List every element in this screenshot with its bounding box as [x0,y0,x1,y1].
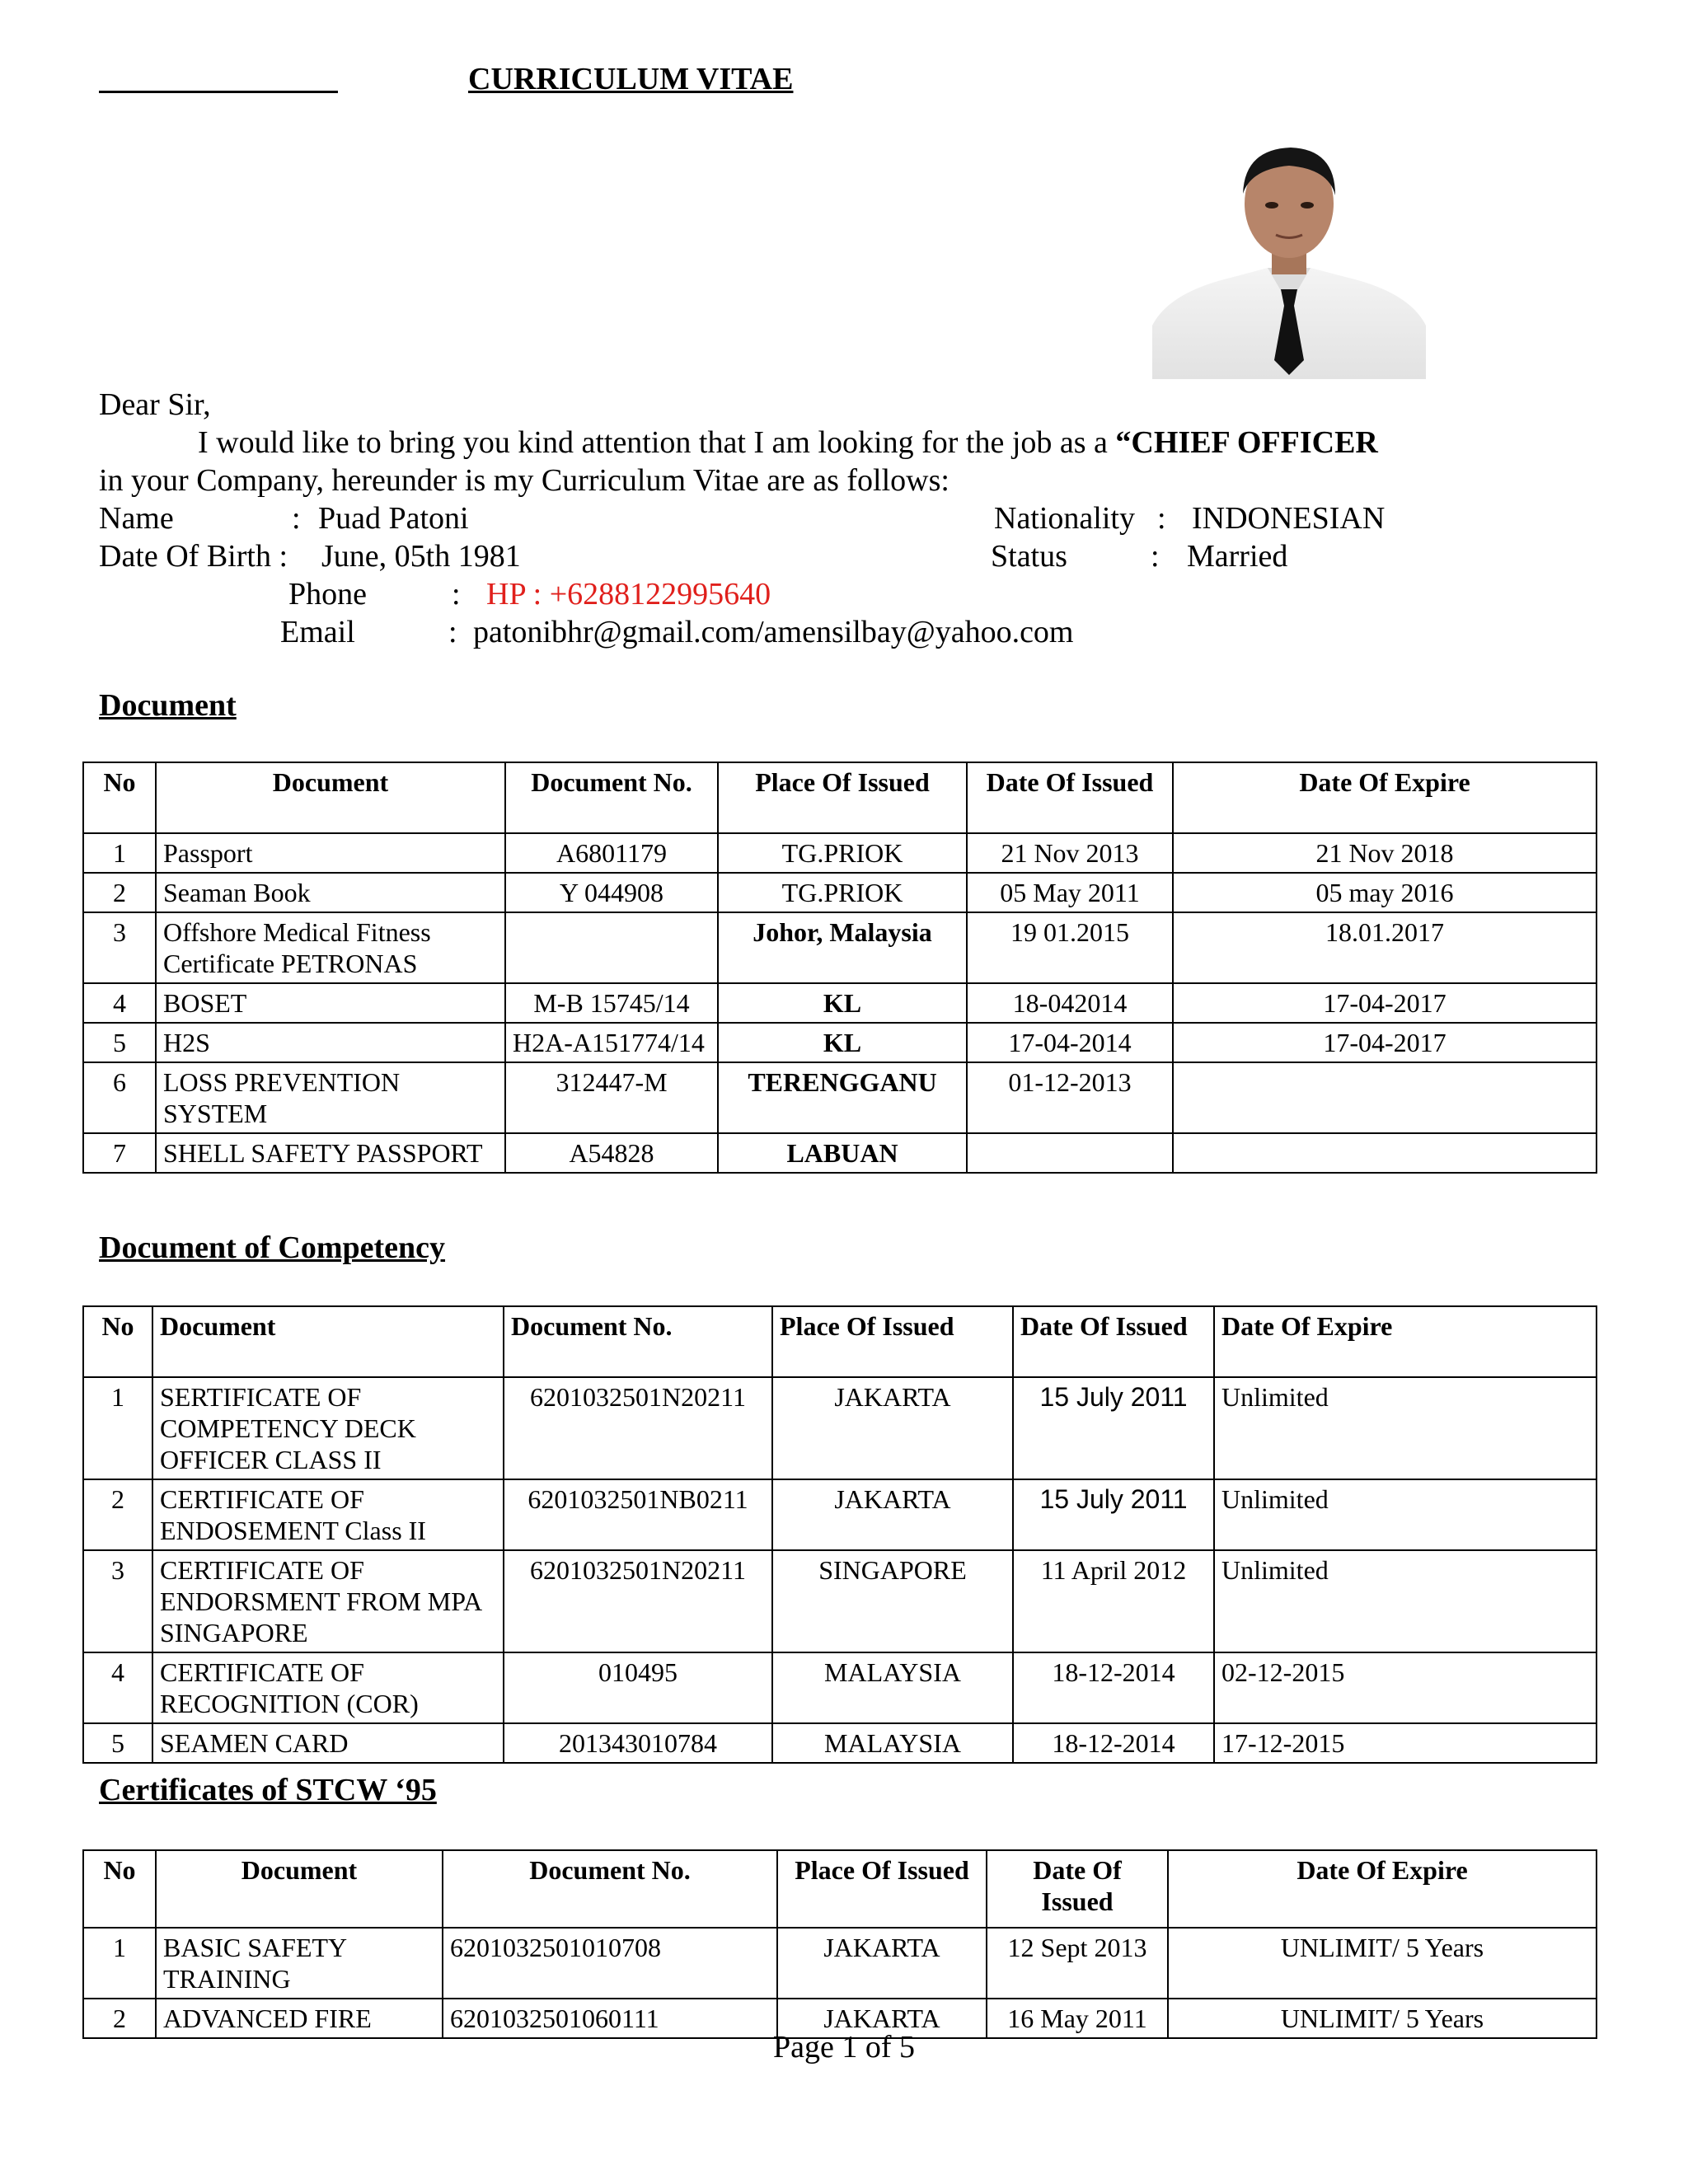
cell-document: CERTIFICATE OF RECOGNITION (COR) [152,1652,504,1723]
cell-date-expire: 17-12-2015 [1214,1723,1597,1763]
cell-document-no [505,912,718,983]
cell-document-no: 6201032501N20211 [504,1550,772,1652]
cell-date-expire: 18.01.2017 [1173,912,1597,983]
name-value: Puad Patoni [318,501,469,536]
table-row [83,1928,1597,1999]
cell-date-expire: 17-04-2017 [1173,1023,1597,1062]
table-row [83,1377,1597,1479]
letter-greeting: Dear Sir, [99,387,211,422]
letter-line-2: in your Company, hereunder is my Curriculum Vitae are as follows: [99,463,950,498]
cell-place: JAKARTA [777,1928,987,1999]
cell-date-issued: 17-04-2014 [967,1023,1173,1062]
cell-date-issued [967,1133,1173,1173]
col-header-place: Place Of Issued [772,1306,1013,1377]
cell-date-expire: UNLIMIT/ 5 Years [1168,1928,1597,1999]
cell-place: SINGAPORE [772,1550,1013,1652]
cell-document-no: A6801179 [505,833,718,873]
status-value: Married [1187,539,1288,574]
cell-date-expire [1173,1133,1597,1173]
col-header-date-expire: Date Of Expire [1173,762,1597,833]
table-header-row [83,1306,1597,1377]
cell-place: LABUAN [718,1133,967,1173]
cell-place: KL [718,983,967,1023]
col-header-date-expire: Date Of Expire [1214,1306,1597,1377]
cell-date-expire: Unlimited [1214,1550,1597,1652]
table-row [83,873,1597,912]
nationality-label: Nationality [994,501,1135,536]
document-table [82,762,1597,1174]
name-label: Name [99,501,174,536]
cell-no: 2 [83,1999,156,2038]
cell-document: SEAMEN CARD [152,1723,504,1763]
col-header-document-no: Document No. [504,1306,772,1377]
col-header-no: No [83,1306,152,1377]
page-title: CURRICULUM VITAE [468,62,794,96]
col-header-date-issued: Date Of Issued [1013,1306,1214,1377]
col-header-date-issued: Date Of Issued [967,762,1173,833]
cell-document: Offshore Medical Fitness Certificate PETRONAS [156,912,505,983]
email-value: patonibhr@gmail.com/amensilbay@yahoo.com [473,615,1074,649]
phone-value: HP : +6288122995640 [486,577,771,612]
table-row [83,1479,1597,1550]
cell-date-expire: 21 Nov 2018 [1173,833,1597,873]
cell-document-no: 010495 [504,1652,772,1723]
cell-place: TG.PRIOK [718,873,967,912]
cell-date-expire [1173,1062,1597,1133]
col-header-date-issued: Date Of Issued [987,1850,1168,1928]
table-header-row [83,1850,1597,1928]
cell-place: TG.PRIOK [718,833,967,873]
cell-date-issued: 12 Sept 2013 [987,1928,1168,1999]
cell-date-expire: 02-12-2015 [1214,1652,1597,1723]
dob-value: June, 05th 1981 [321,539,521,574]
stcw-table [82,1849,1597,2039]
document-section-title: Document [99,688,237,723]
letter-job-title: “CHIEF OFFICER [1115,425,1378,460]
nationality-value: INDONESIAN [1192,501,1386,536]
cell-no: 4 [83,983,156,1023]
cell-date-expire: Unlimited [1214,1479,1597,1550]
cell-place: MALAYSIA [772,1723,1013,1763]
col-header-document-no: Document No. [505,762,718,833]
cell-document-no: A54828 [505,1133,718,1173]
email-label: Email [280,615,355,649]
cell-place: Johor, Malaysia [718,912,967,983]
col-header-document-no: Document No. [443,1850,777,1928]
cell-no: 3 [83,1550,152,1652]
cell-date-issued: 01-12-2013 [967,1062,1173,1133]
page-number: Page 1 of 5 [772,2030,916,2064]
cell-place: MALAYSIA [772,1652,1013,1723]
cell-document-no: 6201032501010708 [443,1928,777,1999]
status-separator: : [1151,539,1160,574]
cell-place: JAKARTA [777,1999,987,2038]
cell-date-issued: 11 April 2012 [1013,1550,1214,1652]
table-row [83,1652,1597,1723]
cell-date-expire: UNLIMIT/ 5 Years [1168,1999,1597,2038]
header-rule [99,91,338,93]
cell-document: BASIC SAFETY TRAINING [156,1928,443,1999]
cell-document-no: 6201032501N20211 [504,1377,772,1479]
table-row [83,983,1597,1023]
cell-date-issued: 18-12-2014 [1013,1723,1214,1763]
cell-document: H2S [156,1023,505,1062]
competency-table [82,1305,1597,1764]
col-header-document: Document [156,762,505,833]
table-row [83,1550,1597,1652]
table-row [83,1723,1597,1763]
cell-place: KL [718,1023,967,1062]
col-header-no: No [83,762,156,833]
cell-document: BOSET [156,983,505,1023]
cell-document-no: M-B 15745/14 [505,983,718,1023]
cell-document-no: Y 044908 [505,873,718,912]
cell-document: LOSS PREVENTION SYSTEM [156,1062,505,1133]
phone-label: Phone [288,577,367,612]
col-header-place: Place Of Issued [777,1850,987,1928]
letter-intro-text: I would like to bring you kind attention that I am looking for the job as a [198,425,1116,460]
cell-no: 5 [83,1023,156,1062]
cell-date-issued: 21 Nov 2013 [967,833,1173,873]
nationality-separator: : [1157,501,1166,536]
cell-document: CERTIFICATE OF ENDORSMENT FROM MPA SINGAPORE [152,1550,504,1652]
cell-no: 2 [83,1479,152,1550]
name-separator: : [292,501,301,536]
cell-no: 5 [83,1723,152,1763]
table-row [83,1023,1597,1062]
cell-date-issued: 16 May 2011 [987,1999,1168,2038]
cell-no: 2 [83,873,156,912]
cell-document-no: 6201032501NB0211 [504,1479,772,1550]
cell-date-expire: 17-04-2017 [1173,983,1597,1023]
cell-place: JAKARTA [772,1479,1013,1550]
cell-document: CERTIFICATE OF ENDOSEMENT Class II [152,1479,504,1550]
cell-no: 1 [83,833,156,873]
table-row [83,833,1597,873]
cell-no: 4 [83,1652,152,1723]
cell-no: 1 [83,1377,152,1479]
cell-date-issued: 15 July 2011 [1013,1377,1214,1479]
cell-document: Passport [156,833,505,873]
col-header-date-expire: Date Of Expire [1168,1850,1597,1928]
col-header-document: Document [156,1850,443,1928]
col-header-no: No [83,1850,156,1928]
cell-document: SERTIFICATE OF COMPETENCY DECK OFFICER CLASS II [152,1377,504,1479]
cell-date-issued: 05 May 2011 [967,873,1173,912]
cell-place: TERENGGANU [718,1062,967,1133]
cell-no: 3 [83,912,156,983]
profile-photo [1152,136,1426,379]
cell-document: Seaman Book [156,873,505,912]
cell-document-no: H2A-A151774/14 [505,1023,718,1062]
cell-date-issued: 18-042014 [967,983,1173,1023]
cell-place: JAKARTA [772,1377,1013,1479]
stcw-section-title: Certificates of STCW ‘95 [99,1773,437,1807]
cell-date-issued: 18-12-2014 [1013,1652,1214,1723]
cell-document-no: 201343010784 [504,1723,772,1763]
cell-date-issued: 15 July 2011 [1013,1479,1214,1550]
table-header-row [83,762,1597,833]
cell-no: 7 [83,1133,156,1173]
cell-date-issued: 19 01.2015 [967,912,1173,983]
cell-document-no: 6201032501060111 [443,1999,777,2038]
table-row [83,1133,1597,1173]
cell-document-no: 312447-M [505,1062,718,1133]
status-label: Status [991,539,1067,574]
dob-label: Date Of Birth : [99,539,288,574]
cell-no: 6 [83,1062,156,1133]
col-header-document: Document [152,1306,504,1377]
cell-no: 1 [83,1928,156,1999]
cell-document: SHELL SAFETY PASSPORT [156,1133,505,1173]
competency-section-title: Document of Competency [99,1230,446,1265]
phone-separator: : [452,577,461,612]
email-separator: : [448,615,457,649]
cell-date-expire: 05 may 2016 [1173,873,1597,912]
cell-document: ADVANCED FIRE [156,1999,443,2038]
col-header-place: Place Of Issued [718,762,967,833]
cell-date-expire: Unlimited [1214,1377,1597,1479]
table-row [83,1062,1597,1133]
table-row [83,912,1597,983]
letter-intro [198,424,1378,462]
